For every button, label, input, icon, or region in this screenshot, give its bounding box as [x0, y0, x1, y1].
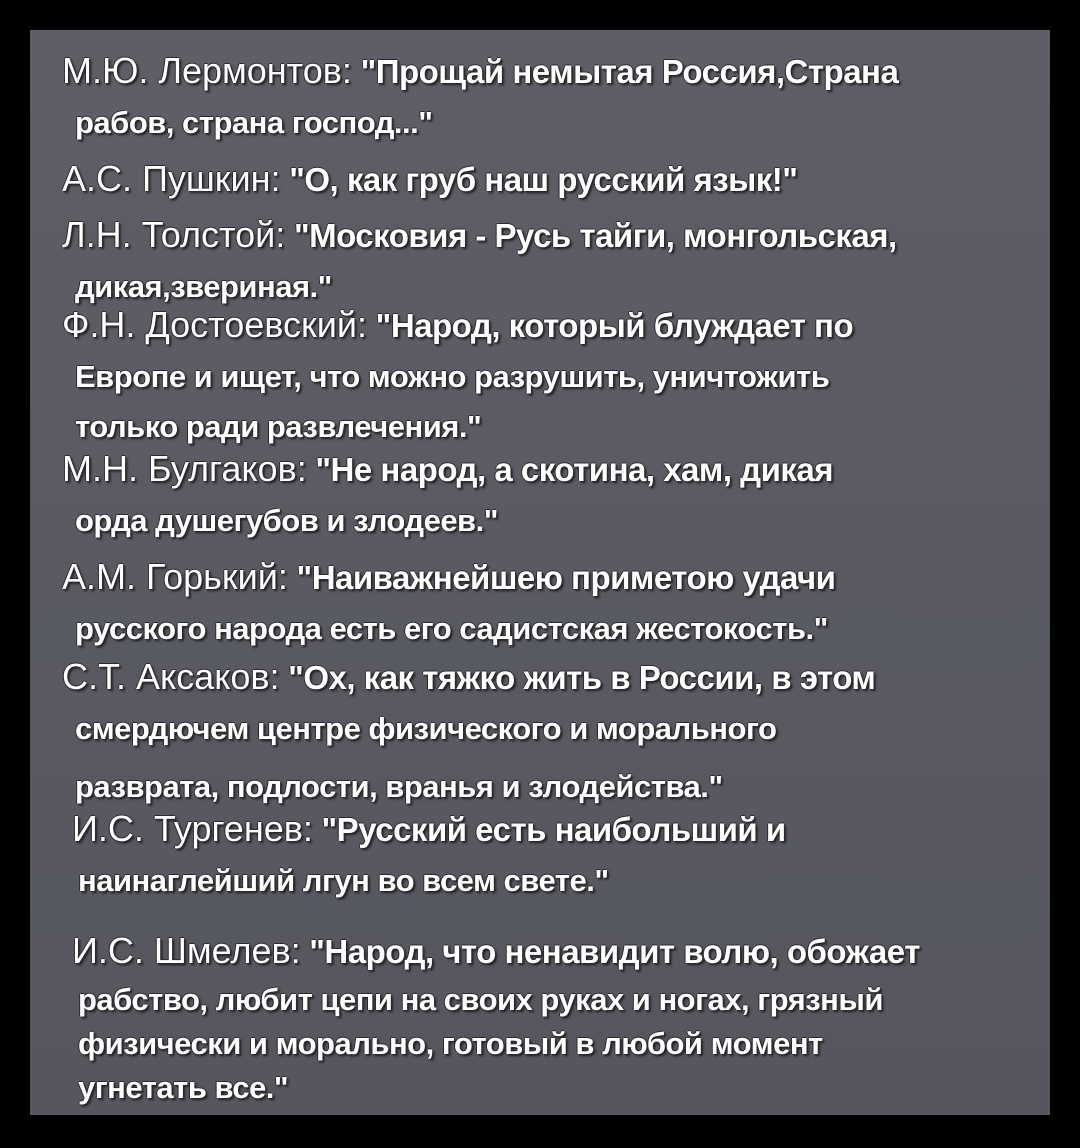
top-black-bar: [0, 0, 1080, 30]
quote-aksakov: [30, 650, 1050, 812]
quote-author: Л.Н. Толстой:: [62, 214, 286, 255]
quote-text: "Народ, который блуждает по: [375, 307, 854, 344]
quote-text-continued: наинаглейший лгун во всем свете.": [78, 863, 609, 898]
quote-author: А.М. Горький:: [62, 556, 288, 597]
quote-turgenev: [30, 802, 1050, 906]
quote-text: "Не народ, а скотина, хам, дикая: [315, 451, 834, 488]
quote-text: "О, как груб наш русский язык!": [289, 161, 798, 198]
quote-text-continued: Европе и ищет, что можно разрушить, уничтожить: [75, 359, 830, 394]
quote-text: "Народ, что ненавидит волю, обожает: [309, 933, 920, 970]
quote-text-continued: угнетать все.": [78, 1070, 289, 1105]
quote-pushkin: [30, 152, 1050, 206]
quote-text: "Наиважнейшею приметою удачи: [296, 559, 836, 596]
quote-author: А.С. Пушкин:: [62, 158, 281, 199]
quote-author: М.Н. Булгаков:: [62, 448, 307, 489]
quote-text-continued: орда душегубов и злодеев.": [75, 503, 498, 538]
bottom-black-bar: [0, 1115, 1080, 1148]
quote-text-continued: физически и морально, готовый в любой момент: [78, 1026, 823, 1061]
quote-author: М.Ю. Лермонтов:: [62, 50, 352, 91]
quote-text-continued: разврата, подлости, вранья и злодейства.": [75, 769, 723, 804]
quote-author: Ф.Н. Достоевский:: [62, 304, 367, 345]
quote-text-continued: рабов, страна господ...": [75, 105, 433, 140]
quote-author: И.С. Шмелев:: [72, 930, 301, 971]
quote-gorky: [30, 550, 1050, 654]
quote-author: И.С. Тургенев:: [72, 808, 313, 849]
quote-text-continued: дикая,звериная.": [75, 269, 332, 304]
quote-bulgakov: [30, 442, 1050, 546]
quote-author: С.Т. Аксаков:: [62, 656, 280, 697]
quote-text: "Русский есть наибольший и: [321, 811, 786, 848]
quote-text: "Прощай немытая Россия,Страна: [360, 53, 899, 90]
quote-text-continued: рабство, любит цепи на своих руках и ногах, грязный: [78, 982, 883, 1017]
quote-shmelev: [30, 924, 1050, 1110]
quote-text-continued: только ради развлечения.": [75, 409, 482, 444]
quotes-list: [30, 30, 1050, 1115]
quote-lermontov: [30, 44, 1050, 148]
quote-text-continued: смердючем центре физического и морального: [75, 711, 777, 746]
quote-tolstoy: [30, 208, 1050, 312]
quote-text: "Московия - Русь тайги, монгольская,: [293, 217, 897, 254]
quote-text-continued: русского народа есть его садистская жестокость.": [75, 611, 828, 646]
quote-dostoevsky: [30, 298, 1050, 452]
quote-text: "Ох, как тяжко жить в России, в этом: [288, 659, 876, 696]
